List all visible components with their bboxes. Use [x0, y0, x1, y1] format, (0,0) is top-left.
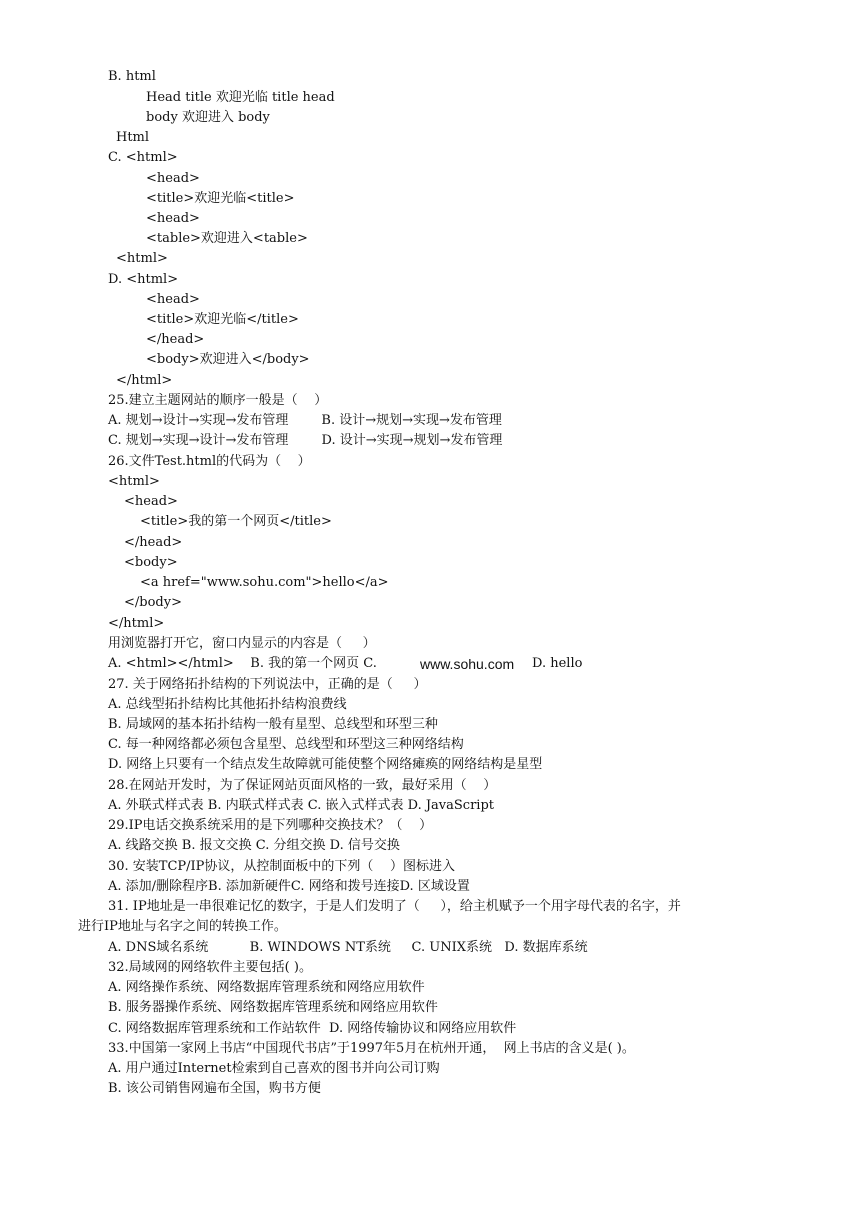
text-line: <title>欢迎光临<title> [146, 191, 295, 206]
code-line: </head> [124, 535, 183, 550]
question-26: 26.文件Test.html的代码为（ ） [108, 454, 311, 469]
question-27: 27. 关于网络拓扑结构的下列说法中，正确的是（ ） [108, 677, 427, 692]
text-line: <head> [146, 292, 200, 307]
text-line: <head> [146, 211, 200, 226]
option-line: D. hello [532, 656, 583, 671]
text-line: B. html [108, 69, 156, 84]
code-line: </body> [124, 595, 182, 610]
option-line: A. 总线型拓扑结构比其他拓扑结构浪费线 [108, 697, 347, 712]
option-line: A. 网络操作系统、网络数据库管理系统和网络应用软件 [108, 980, 425, 995]
option-line: C. 网络数据库管理系统和工作站软件 D. 网络传输协议和网络应用软件 [108, 1021, 517, 1036]
code-line: <head> [124, 494, 178, 509]
question-31-cont: 进行IP地址与名字之间的转换工作。 [78, 919, 287, 934]
option-line: A. <html></html> B. 我的第一个网页 C. [108, 656, 377, 671]
text-line: C. <html> [108, 150, 178, 165]
option-line: A. 用户通过Internet检索到自己喜欢的图书并向公司订购 [108, 1061, 440, 1076]
code-line: <title>我的第一个网页</title> [140, 514, 332, 529]
option-line: B. 局域网的基本拓扑结构一般有星型、总线型和环型三种 [108, 717, 438, 732]
option-line: A. 添加/删除程序B. 添加新硬件C. 网络和拨号连接D. 区域设置 [108, 879, 470, 894]
text-line: Head title 欢迎光临 title head [146, 90, 335, 105]
option-line: A. DNS域名系统 B. WINDOWS NT系统 C. UNIX系统 D. 数据库系统 [108, 940, 588, 955]
option-line: A. 规划→设计→实现→发布管理 B. 设计→规划→实现→发布管理 [108, 413, 502, 428]
option-line: B. 服务器操作系统、网络数据库管理系统和网络应用软件 [108, 1000, 438, 1015]
option-line: C. 规划→实现→设计→发布管理 D. 设计→实现→规划→发布管理 [108, 433, 503, 448]
text-line: <head> [146, 171, 200, 186]
text-line: <table>欢迎进入<table> [146, 231, 308, 246]
option-line: D. 网络上只要有一个结点发生故障就可能使整个网络瘫痪的网络结构是星型 [108, 757, 543, 772]
code-line: <a href="www.sohu.com">hello</a> [140, 575, 389, 590]
code-line: <body> [124, 555, 178, 570]
question-31: 31. IP地址是一串很难记忆的数字，于是人们发明了（ ），给主机赋予一个用字母代表的名字，并 [108, 899, 681, 914]
question-30: 30. 安装TCP/IP协议，从控制面板中的下列（ ）图标进入 [108, 859, 455, 874]
option-url: www.sohu.com [420, 656, 515, 672]
text-line: body 欢迎进入 body [146, 110, 270, 125]
text-line: </html> [116, 373, 173, 388]
question-32: 32.局域网的网络软件主要包括( )。 [108, 960, 312, 975]
option-line: C. 每一种网络都必须包含星型、总线型和环型这三种网络结构 [108, 737, 464, 752]
text-line: </head> [146, 332, 205, 347]
option-line: A. 线路交换 B. 报文交换 C. 分组交换 D. 信号交换 [108, 838, 400, 853]
option-line: A. 外联式样式表 B. 内联式样式表 C. 嵌入式样式表 D. JavaScript [108, 798, 495, 813]
code-line: <html> [108, 474, 160, 489]
question-29: 29.IP电话交换系统采用的是下列哪种交换技术？（ ） [108, 818, 433, 833]
question-33: 33.中国第一家网上书店“中国现代书店”于1997年5月在杭州开通， 网上书店的含义是( )。 [108, 1041, 635, 1056]
question-28: 28.在网站开发时，为了保证网站页面风格的一致，最好采用（ ） [108, 778, 497, 793]
question-25: 25.建立主题网站的顺序一般是（ ） [108, 393, 328, 408]
text-line: <html> [116, 251, 168, 266]
text-line: Html [116, 130, 150, 145]
text-line: <title>欢迎光临</title> [146, 312, 299, 327]
text-line: <body>欢迎进入</body> [146, 352, 310, 367]
code-line: </html> [108, 616, 165, 631]
text-line: D. <html> [108, 272, 179, 287]
option-line: B. 该公司销售网遍布全国，购书方便 [108, 1081, 321, 1096]
text-line: 用浏览器打开它，窗口内显示的内容是（ ） [108, 636, 376, 651]
